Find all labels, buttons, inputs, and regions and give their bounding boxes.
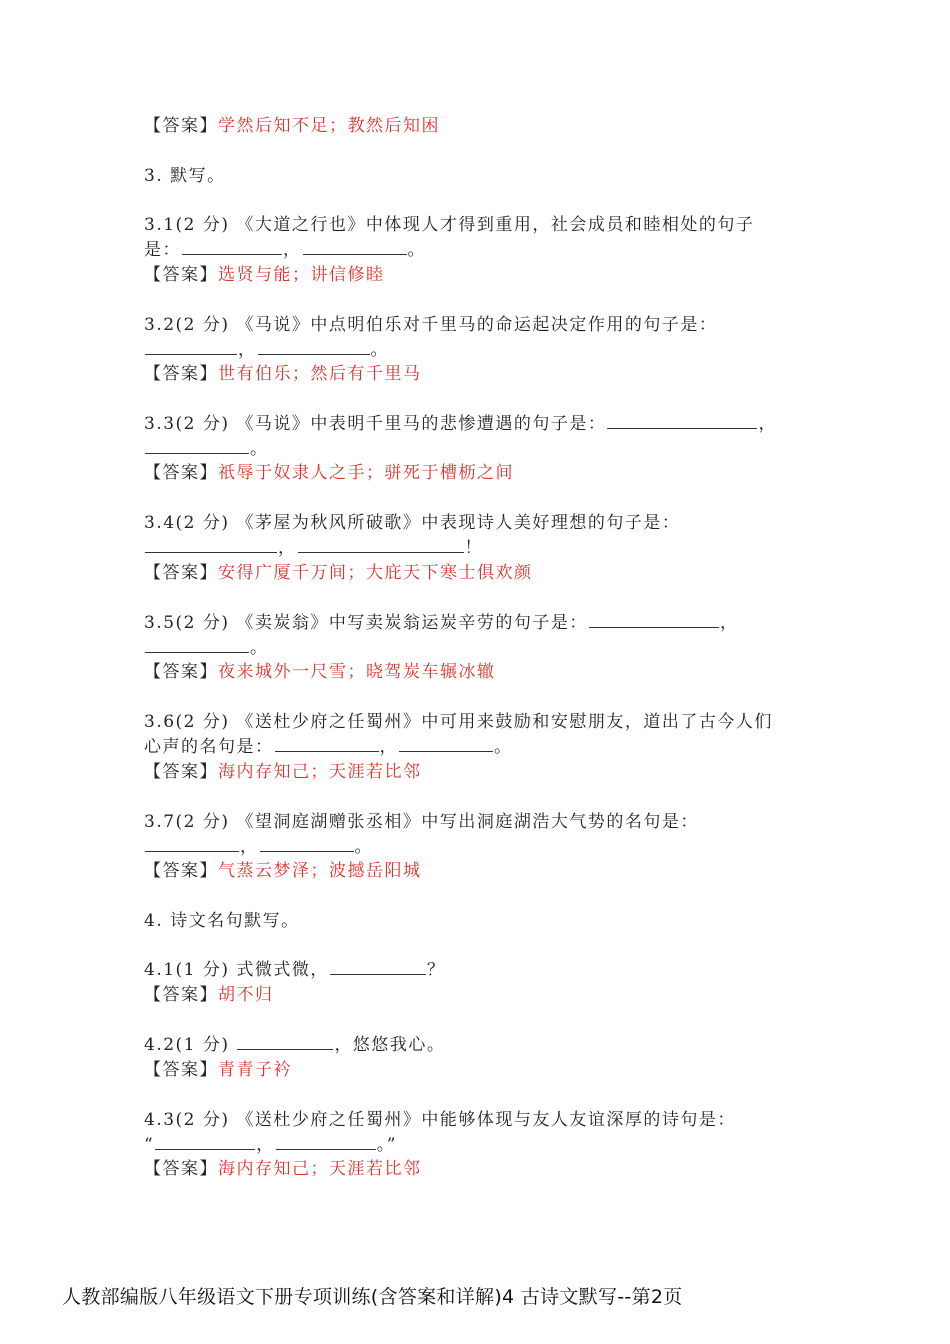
answer-label: 【答案】 <box>144 1159 218 1179</box>
answer-line <box>144 1157 422 1181</box>
punct: ， <box>379 737 398 757</box>
punct: ？ <box>426 960 446 980</box>
fill-blank <box>145 338 237 355</box>
punct: 。 <box>370 340 389 360</box>
answer-line <box>144 660 496 684</box>
fill-blank <box>155 1133 255 1150</box>
punct: ， <box>240 837 259 857</box>
question-3-1-blanks <box>144 238 426 262</box>
punct: “ <box>144 1135 155 1155</box>
punct: ， <box>758 414 777 434</box>
answer-text: 气蒸云梦泽；波撼岳阳城 <box>218 861 422 881</box>
answer-line <box>144 263 385 287</box>
answer-text: 海内存知己；天涯若比邻 <box>218 1159 422 1179</box>
answer-label: 【答案】 <box>144 563 218 583</box>
answer-text: 胡不归 <box>218 985 274 1005</box>
answer-line <box>144 760 422 784</box>
question-3-1: 3.1(2 分) 《大道之行也》中体现人才得到重用，社会成员和睦相处的句子 <box>144 215 755 235</box>
fill-blank <box>145 437 249 454</box>
answer-text: 青青子衿 <box>218 1060 292 1080</box>
question-3-5-blanks <box>144 636 269 660</box>
question-text: 心声的名句是： <box>144 737 274 757</box>
punct: 。 <box>407 240 426 260</box>
fill-blank <box>237 1033 333 1050</box>
question-text: 4.2(1 分) <box>144 1035 237 1055</box>
answer-label: 【答案】 <box>144 662 218 682</box>
fill-blank <box>589 611 719 628</box>
question-3-5 <box>144 611 738 635</box>
answer-label: 【答案】 <box>144 364 218 384</box>
punct: 。” <box>376 1135 397 1155</box>
answer-line <box>144 983 274 1007</box>
question-3-2-blanks <box>144 338 389 362</box>
question-text: 4.1(1 分) 式微式微， <box>144 960 329 980</box>
question-3-6: 3.6(2 分) 《送杜少府之任蜀州》中可用来鼓励和安慰朋友，道出了古今人们 <box>144 712 773 732</box>
question-3-3-blanks <box>144 437 269 461</box>
fill-blank <box>607 412 757 429</box>
answer-label: 【答案】 <box>144 762 218 782</box>
question-3-7-blanks <box>144 835 373 859</box>
answer-text: 选贤与能；讲信修睦 <box>218 265 385 285</box>
question-3-3 <box>144 412 777 436</box>
answer-line <box>144 461 514 485</box>
answer-text: 安得广厦千万间；大庇天下寒士俱欢颜 <box>218 563 533 583</box>
punct: ， <box>256 1135 275 1155</box>
question-4-2 <box>144 1033 445 1057</box>
punct: ， <box>719 613 739 633</box>
answer-label: 【答案】 <box>144 463 218 483</box>
answer-label: 【答案】 <box>144 265 218 285</box>
section-heading: 3. 默写。 <box>144 166 226 186</box>
fill-blank <box>276 1133 376 1150</box>
fill-blank <box>275 735 379 752</box>
answer-text: 世有伯乐；然后有千里马 <box>218 364 422 384</box>
question-text: 3.3(2 分) 《马说》中表明千里马的悲惨遭遇的句子是： <box>144 414 607 434</box>
answer-label: 【答案】 <box>144 861 218 881</box>
question-3-6-blanks <box>144 735 513 759</box>
fill-blank <box>399 735 493 752</box>
answer-text: 海内存知己；天涯若比邻 <box>218 762 422 782</box>
question-3-4-blanks <box>144 536 483 560</box>
section-heading: 4. 诗文名句默写。 <box>144 911 300 931</box>
fill-blank <box>330 958 426 975</box>
answer-line <box>144 859 422 883</box>
punct: ， <box>278 538 297 558</box>
question-4-1 <box>144 958 445 982</box>
answer-line <box>144 114 440 138</box>
answer-label: 【答案】 <box>144 116 218 136</box>
fill-blank <box>145 636 249 653</box>
question-text: ，悠悠我心。 <box>334 1035 446 1055</box>
fill-blank <box>298 536 464 553</box>
question-3-4: 3.4(2 分) 《茅屋为秋风所破歌》中表现诗人美好理想的句子是： <box>144 513 681 533</box>
fill-blank <box>182 238 282 255</box>
fill-blank <box>260 835 354 852</box>
question-3-7: 3.7(2 分) 《望洞庭湖赠张丞相》中写出洞庭湖浩大气势的名句是： <box>144 812 699 832</box>
fill-blank <box>145 835 239 852</box>
answer-label: 【答案】 <box>144 985 218 1005</box>
answer-label: 【答案】 <box>144 1060 218 1080</box>
fill-blank <box>258 338 370 355</box>
answer-text: 学然后知不足；教然后知困 <box>218 116 440 136</box>
question-4-3-blanks <box>144 1133 397 1157</box>
answer-text: 夜来城外一尺雪；晓驾炭车辗冰辙 <box>218 662 496 682</box>
fill-blank <box>303 238 407 255</box>
answer-line <box>144 1058 292 1082</box>
page-footer: 人教部编版八年级语文下册专项训练(含答案和详解)4 古诗文默写--第2页 <box>62 1286 683 1308</box>
answer-line <box>144 362 422 386</box>
punct: 。 <box>354 837 373 857</box>
fill-blank <box>145 536 277 553</box>
punct: ， <box>283 240 302 260</box>
question-text: 是： <box>144 240 181 260</box>
punct: 。 <box>250 638 269 658</box>
punct: ， <box>238 340 257 360</box>
punct: 。 <box>494 737 513 757</box>
punct: 。 <box>250 439 269 459</box>
question-3-2: 3.2(2 分) 《马说》中点明伯乐对千里马的命运起决定作用的句子是： <box>144 315 718 335</box>
question-text: 3.5(2 分) 《卖炭翁》中写卖炭翁运炭辛劳的句子是： <box>144 613 588 633</box>
answer-line <box>144 561 533 585</box>
punct: ！ <box>464 538 483 558</box>
question-4-3: 4.3(2 分) 《送杜少府之任蜀州》中能够体现与友人友谊深厚的诗句是： <box>144 1110 736 1130</box>
answer-text: 祇辱于奴隶人之手；骈死于槽枥之间 <box>218 463 514 483</box>
